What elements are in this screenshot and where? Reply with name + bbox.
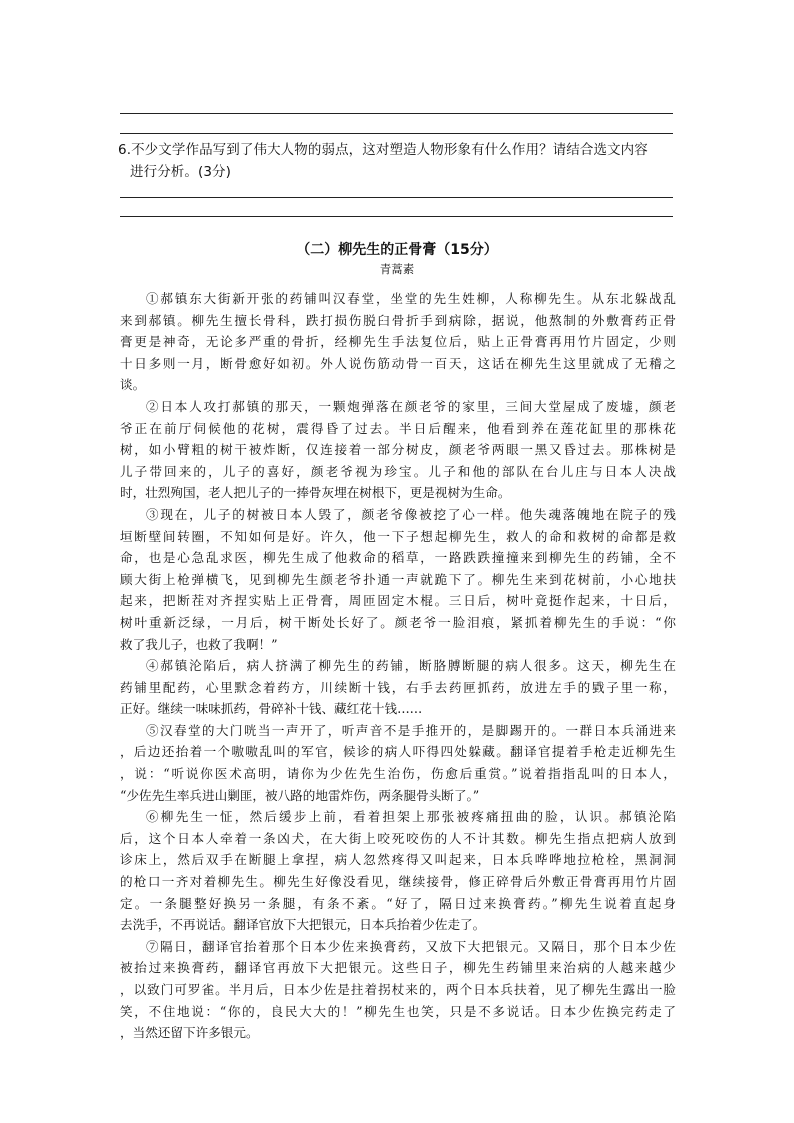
article-line: 的枪口一齐对着柳先生。柳先生好像没看见，继续接骨，修正碎骨后外敷正骨膏再用竹片固 xyxy=(120,874,676,890)
article-line: 药铺里配药，心里默念着药方，川续断十钱，右手去药匣抓药，放进左手的戥子里一称， xyxy=(120,679,676,695)
article-line: 儿子带回来的，儿子的喜好，颜老爷视为珍宝。儿子和他的部队在台儿庄与日本人决战 xyxy=(120,463,676,479)
article-body xyxy=(120,288,676,1044)
article-line: ，当然还留下许多银元。 xyxy=(120,1025,259,1041)
article-title: （二）柳先生的正骨膏（15分） xyxy=(296,242,498,258)
article-line: 树，如小臂粗的树干被炸断，仅连接着一部分树皮，颜老爷两眼一黑又昏过去。那株树是 xyxy=(120,442,676,458)
article-line: ⑥柳先生一怔，然后缓步上前，看着担架上那张被疼痛扭曲的脸，认识。郝镇沦陷 xyxy=(146,809,676,825)
article-line: 正好。继续一味味抓药，骨碎补十钱、藏红花十钱…… xyxy=(120,701,423,717)
article-line: 顾大街上枪弹横飞，见到柳先生颜老爷扑通一声就跪下了。柳先生来到花树前，小心地扶 xyxy=(120,571,676,587)
question-6-line-2: 进行分析。(3分) xyxy=(130,164,232,180)
article-author: 青蒿素 xyxy=(379,262,415,276)
article-line: 爷正在前厅伺候他的花树，震得昏了过去。半日后醒来，他看到养在莲花缸里的那株花 xyxy=(120,420,676,436)
article-line: 诊床上，然后双手在断腿上拿捏，病人忽然疼得又叫起来，日本兵哗哗地拉枪栓，黑洞洞 xyxy=(120,852,676,868)
article-line: 起来，把断茬对齐捏实贴上正骨膏，周匝固定木棍。三日后，树叶竟挺作起来，十日后， xyxy=(120,593,676,609)
article-line: 笑，不住地说：“你的，良民大大的！”柳先生也笑，只是不多说话。日本少佐换完药走了 xyxy=(120,1003,676,1019)
article-line: ⑤汉春堂的大门咣当一声开了，听声音不是手推开的，是脚踢开的。一群日本兵涌进来 xyxy=(146,722,676,738)
answer-line-2 xyxy=(120,133,673,134)
article-line: ②日本人攻打郝镇的那天，一颗炮弹落在颜老爷的家里，三间大堂屋成了废墟，颜老 xyxy=(146,398,676,414)
article-line: 谈。 xyxy=(120,377,146,393)
article-line: 来到郝镇。柳先生擅长骨科，跌打损伤脱臼骨折手到病除，据说，他熬制的外敷膏药正骨 xyxy=(120,312,676,328)
article-line: 救了我儿子，也救了我啊！” xyxy=(120,636,278,652)
article-line: ，以致门可罗雀。半月后，日本少佐是拄着拐杖来的，两个日本兵扶着，见了柳先生露出一脸 xyxy=(120,982,676,997)
answer-line-4 xyxy=(120,216,673,217)
article-line: ，后边还抬着一个嗷嗷乱叫的军官，候诊的病人吓得四处躲藏。翻译官提着手枪走近柳先生 xyxy=(120,744,676,760)
article-line: 去洗手，不再说话。翻译官放下大把银元，日本兵抬着少佐走了。 xyxy=(120,917,486,933)
question-6 xyxy=(118,139,678,183)
article-line: 十日多则一月，断骨愈好如初。外人说伤筋动骨一百天，这话在柳先生这里就成了无稽之 xyxy=(120,355,676,371)
article-line: ④郝镇沦陷后，病人挤满了柳先生的药铺，断胳膊断腿的病人很多。这天，柳先生在 xyxy=(146,658,676,674)
article-line: ③现在，儿子的树被日本人毁了，颜老爷像被挖了心一样。他失魂落魄地在院子的残 xyxy=(146,506,676,522)
article-line: 时，壮烈殉国，老人把儿子的一捧骨灰埋在树根下，更是视树为生命。 xyxy=(120,485,511,501)
article-line: “少佐先生率兵进山剿匪，被八路的地雷炸伤，两条腿骨头断了。” xyxy=(120,787,480,803)
article-line: ，说：“听说你医术高明，请你为少佐先生治伤，伤愈后重赏。”说着指指乱叫的日本人， xyxy=(120,766,676,782)
article-line: ①郝镇东大街新开张的药铺叫汉春堂，坐堂的先生姓柳，人称柳先生。从东北躲战乱 xyxy=(146,291,676,306)
article-line: 命，也是心急乱求医，柳先生成了他救命的稻草，一路跌跌撞撞来到柳先生的药铺，全不 xyxy=(120,550,676,566)
question-6-line-1: 6.不少文学作品写到了伟大人物的弱点，这对塑造人物形象有什么作用？请结合选文内容 xyxy=(118,142,648,158)
answer-line-1 xyxy=(120,113,673,114)
article-line: ⑦隔日，翻译官抬着那个日本少佐来换膏药，又放下大把银元。又隔日，那个日本少佐 xyxy=(146,938,676,954)
article-line: 垣断壁间转圈，不知如何是好。许久，他一下子想起柳先生，救人的命和救树的命都是救 xyxy=(120,528,676,544)
article-line: 被抬过来换膏药，翻译官再放下大把银元。这些日子，柳先生药铺里来治病的人越来越少 xyxy=(120,960,676,976)
article-line: 后，这个日本人牵着一条凶犬，在大街上咬死咬伤的人不计其数。柳先生指点把病人放到 xyxy=(120,830,676,846)
article-line: 树叶重新泛绿，一月后，树干断处长好了。颜老爷一脸泪痕，紧抓着柳先生的手说：“你 xyxy=(120,614,676,630)
article-line: 定。一条腿整好换另一条腿，有条不紊。“好了，隔日过来换膏药。”柳先生说着直起身 xyxy=(120,895,676,911)
article-line: 膏更是神奇，无论多严重的骨折，经柳先生手法复位后，贴上正骨膏再用竹片固定，少则 xyxy=(120,334,676,350)
answer-line-3 xyxy=(120,197,673,198)
